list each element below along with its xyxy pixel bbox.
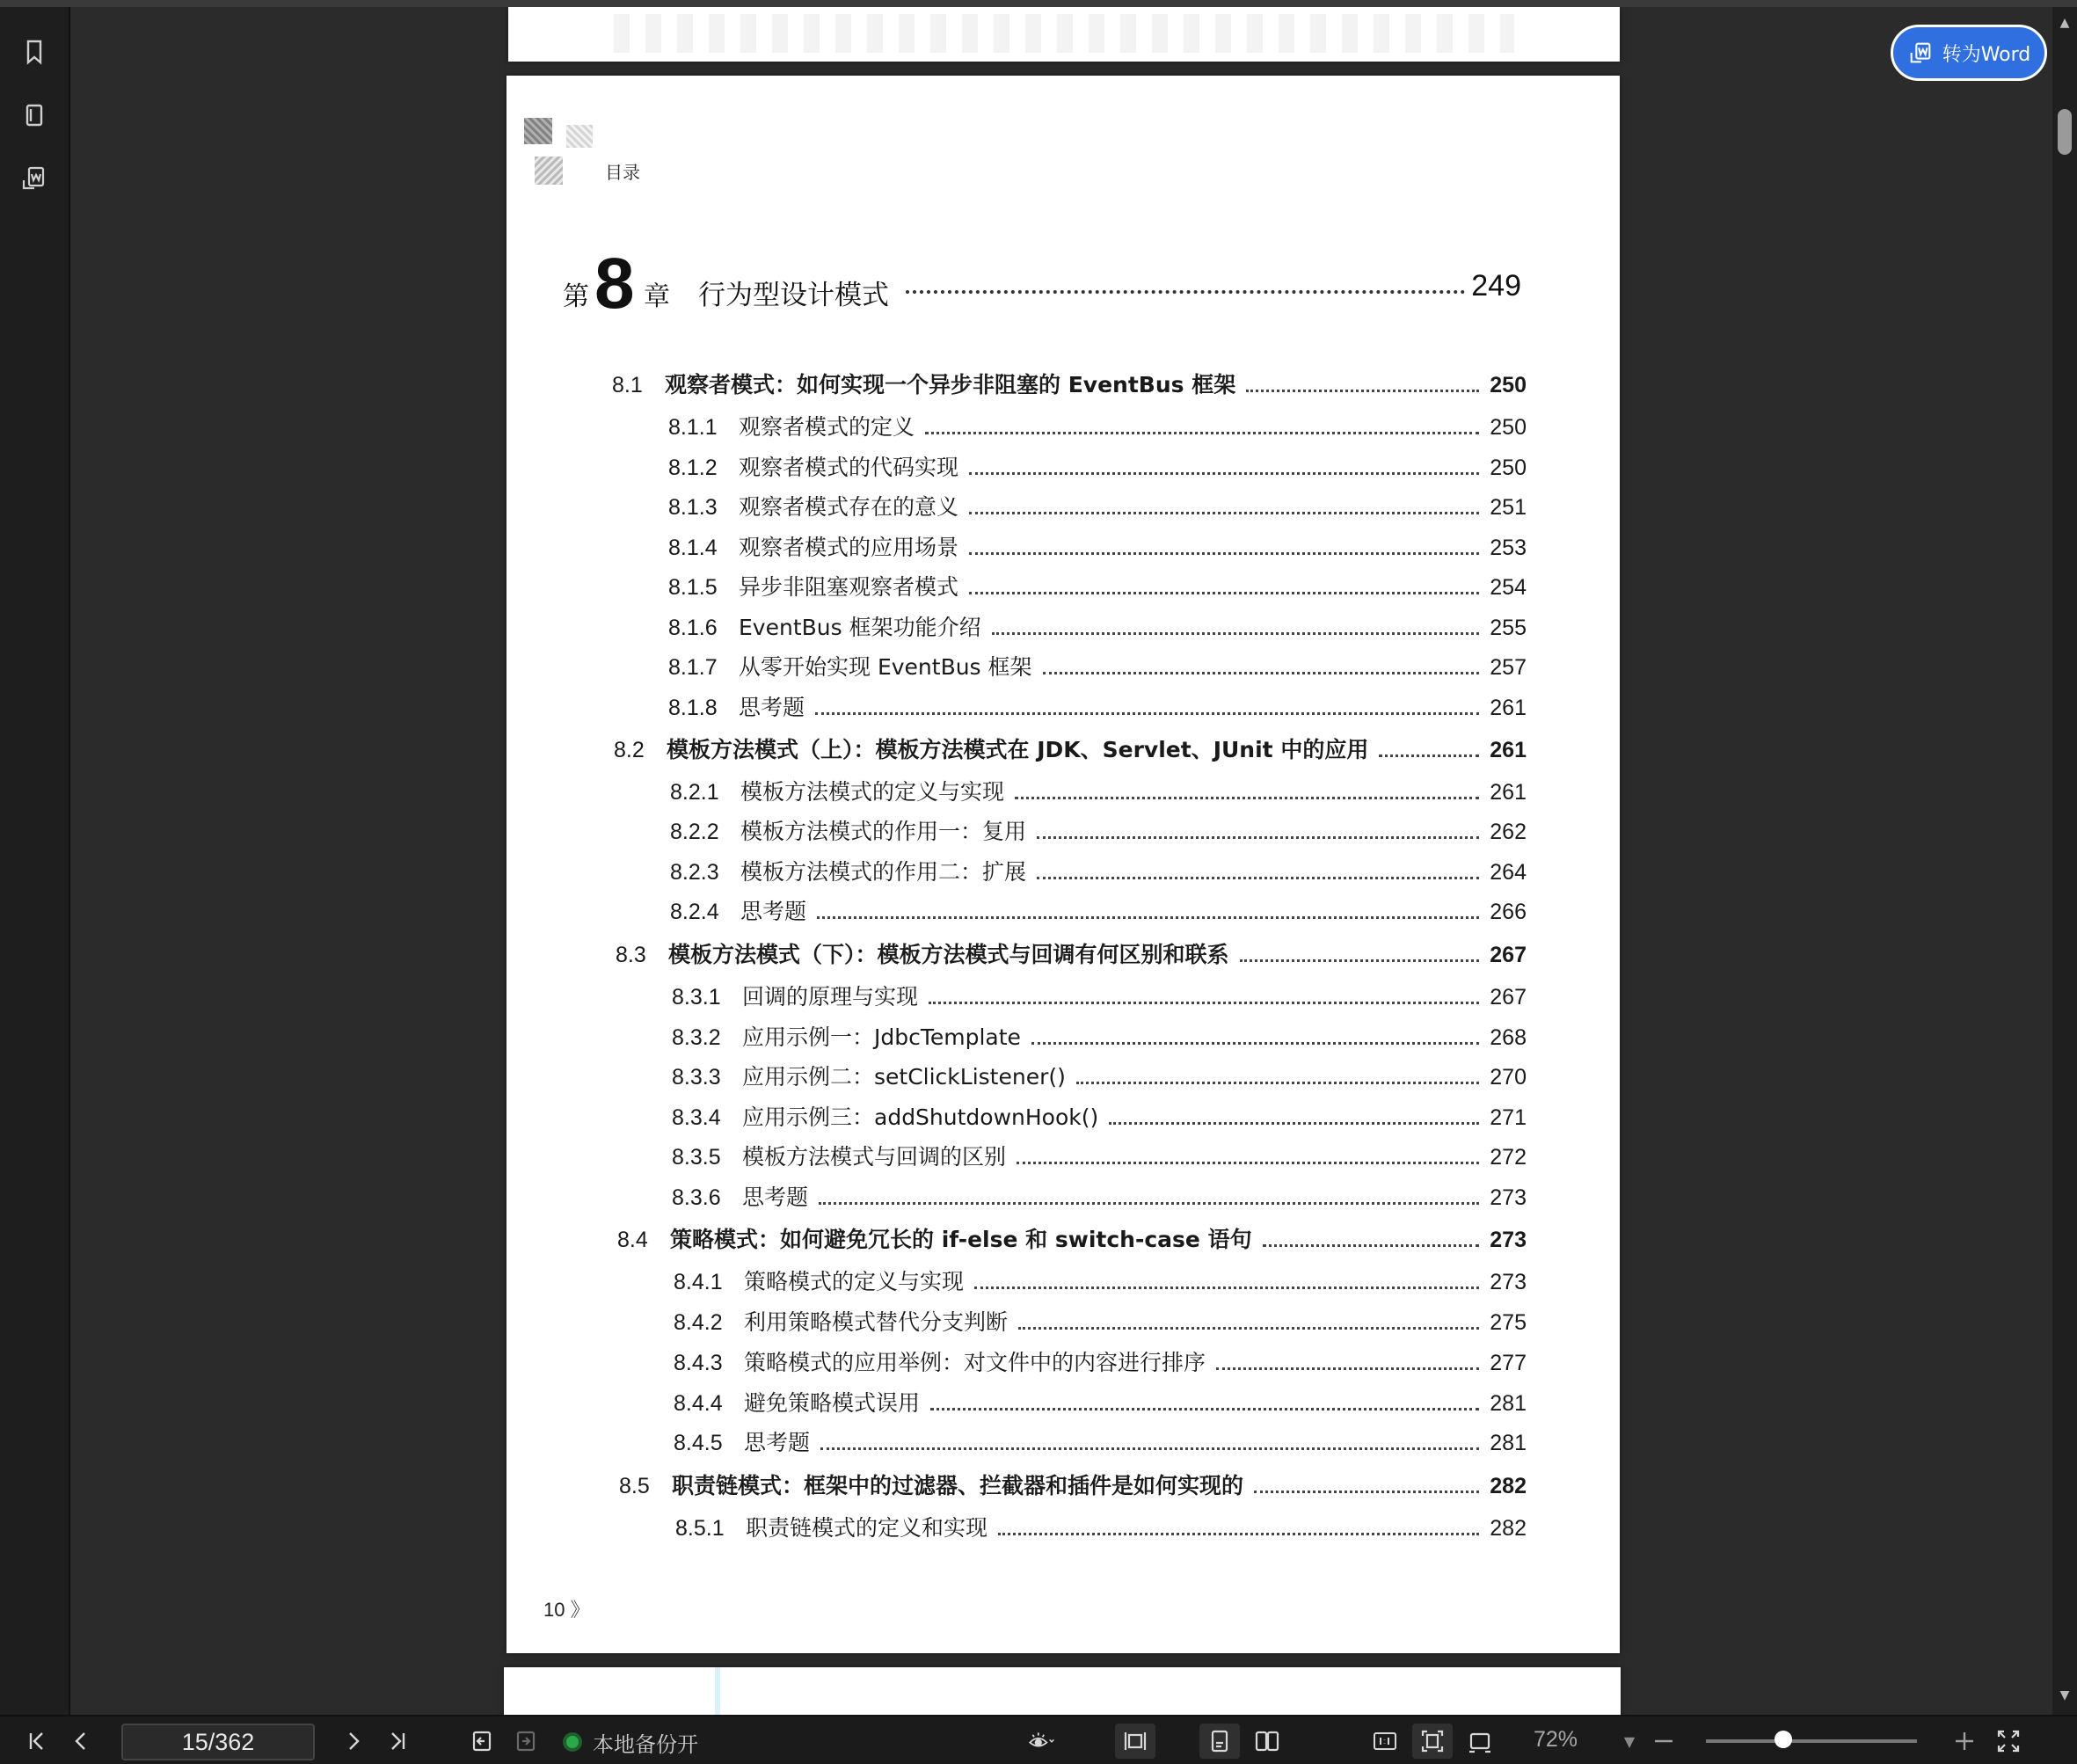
toc-subsection-entry[interactable] (672, 1060, 1527, 1095)
toc-entry-page: 255 (1490, 616, 1527, 640)
toc-entry-title: 从零开始实现 EventBus 框架 (739, 654, 1032, 680)
toc-subsection-entry[interactable] (670, 814, 1527, 849)
toc-entry-title: 应用示例一：JdbcTemplate (742, 1024, 1021, 1050)
toc-subsection-entry[interactable] (672, 1100, 1527, 1135)
toc-entry-number: 8.1.1 (668, 415, 718, 440)
chapter-title: 行为型设计模式 (698, 280, 889, 311)
toc-entry-title: EventBus 框架功能介绍 (739, 615, 981, 640)
dot-leader (930, 1408, 1479, 1410)
forward-icon[interactable] (508, 1724, 543, 1759)
dot-leader (1254, 1491, 1479, 1493)
toc-entry-page: 250 (1490, 456, 1527, 480)
dot-leader (1043, 672, 1480, 674)
toc-entry-title: 职责链模式：框架中的过滤器、拦截器和插件是如何实现的 (672, 1473, 1244, 1498)
dot-leader (819, 1202, 1479, 1205)
toc-subsection-entry[interactable] (668, 690, 1527, 725)
toc-entry-page: 277 (1490, 1351, 1527, 1375)
toc-entry-page: 273 (1490, 1185, 1527, 1210)
zoom-slider-knob[interactable] (1775, 1731, 1792, 1748)
chapter-suffix: 章 (644, 281, 670, 312)
chapter-prefix: 第 (563, 281, 589, 312)
dot-leader (998, 1533, 1479, 1535)
toc-entry-title: 思考题 (744, 1430, 811, 1455)
toc-entry-title: 模板方法模式（上）：模板方法模式在 JDK、Servlet、JUnit 中的应用 (667, 737, 1369, 762)
toc-subsection-entry[interactable] (672, 980, 1527, 1015)
toc-entry-page: 267 (1490, 943, 1527, 967)
toc-entry-number: 8.3.3 (672, 1065, 721, 1090)
toc-entry-title: 避免策略模式误用 (744, 1390, 921, 1416)
dot-leader (1018, 1327, 1479, 1330)
toc-entry-title: 模板方法模式（下）：模板方法模式与回调有何区别和联系 (668, 942, 1229, 967)
toc-section-entry[interactable] (612, 368, 1527, 403)
dot-leader (969, 472, 1479, 475)
dot-leader (992, 632, 1480, 635)
toc-entry-number: 8.5.1 (675, 1516, 725, 1541)
zoom-dropdown-chevron-icon[interactable]: ▼ (1623, 1732, 1636, 1750)
toc-section-entry[interactable] (616, 937, 1527, 973)
toc-entry-title: 职责链模式的定义和实现 (746, 1515, 988, 1541)
dot-leader (1263, 1244, 1480, 1247)
dot-leader (1015, 797, 1479, 799)
zoom-in-icon[interactable] (1947, 1724, 1982, 1759)
backup-label: 本地备份开 (593, 1731, 698, 1757)
toc-section-entry[interactable] (619, 1469, 1527, 1504)
toc-entry-title: 观察者模式的应用场景 (739, 535, 959, 560)
dot-leader (974, 1287, 1479, 1289)
dot-leader (815, 712, 1479, 715)
toc-section-entry[interactable] (617, 1222, 1527, 1257)
toc-entry-page: 266 (1490, 900, 1527, 924)
vertical-scrollbar[interactable] (2052, 7, 2077, 1715)
prev-page-icon[interactable] (63, 1724, 98, 1759)
toc-entry-number: 8.2 (614, 738, 645, 762)
fit-page-icon[interactable] (1412, 1724, 1453, 1759)
top-frame (0, 0, 2077, 7)
fullscreen-icon[interactable] (1991, 1724, 2026, 1759)
scroll-up-arrow-icon[interactable]: ▲ (2059, 16, 2070, 30)
toc-entry-page: 282 (1490, 1474, 1527, 1498)
dot-leader (820, 1447, 1479, 1450)
toc-entry-number: 8.3.4 (672, 1105, 721, 1130)
toc-entry-page: 254 (1490, 575, 1527, 600)
toc-entry-page: 262 (1490, 820, 1527, 844)
current-page (506, 76, 1620, 1653)
dot-leader (969, 552, 1479, 555)
dot-leader (1240, 959, 1480, 962)
toc-entry-page: 250 (1490, 373, 1527, 397)
dot-leader (1076, 1082, 1479, 1084)
toc-entry-number: 8.3.2 (672, 1025, 721, 1050)
dual-page-icon[interactable] (1247, 1724, 1287, 1759)
toc-entry-number: 8.1.6 (668, 616, 718, 640)
back-icon[interactable] (464, 1724, 499, 1759)
toc-entry-title: 观察者模式：如何实现一个异步非阻塞的 EventBus 框架 (665, 372, 1236, 397)
last-page-icon[interactable] (380, 1724, 415, 1759)
toc-entry-number: 8.1.7 (668, 655, 718, 680)
zoom-level[interactable]: 72% (1534, 1727, 1578, 1752)
toc-entry-page: 273 (1490, 1228, 1527, 1252)
toc-entry-page: 261 (1490, 738, 1527, 762)
toc-entry-number: 8.1 (612, 373, 643, 397)
toc-subsection-entry[interactable] (674, 1425, 1527, 1461)
toc-entry-number: 8.3.6 (672, 1185, 721, 1210)
toc-entry-number: 8.3.1 (672, 985, 721, 1010)
document-viewer[interactable] (72, 7, 2051, 1715)
toc-entry-page: 272 (1490, 1145, 1527, 1170)
toc-subsection-entry[interactable] (675, 1511, 1527, 1546)
toc-section-entry[interactable] (614, 733, 1527, 768)
bookmark-icon[interactable] (12, 30, 56, 74)
toc-entry-number: 8.1.4 (668, 536, 718, 560)
toc-entry-page: 250 (1490, 415, 1527, 440)
toc-entry-page: 253 (1490, 536, 1527, 560)
toc-entry-title: 思考题 (739, 695, 805, 720)
rotate-icon[interactable] (1460, 1724, 1500, 1759)
actual-size-icon[interactable] (1365, 1724, 1405, 1759)
toc-entry-page: 271 (1490, 1105, 1527, 1130)
first-page-icon[interactable] (19, 1724, 55, 1759)
toc-entry-title: 模板方法模式的作用二：扩展 (740, 859, 1027, 885)
bottom-toolbar (0, 1715, 2077, 1764)
scan-artifact (535, 157, 563, 185)
backup-status-dot (563, 1732, 582, 1752)
next-page-icon[interactable] (336, 1724, 371, 1759)
dot-leader (906, 290, 1465, 294)
toc-subsection-entry[interactable] (668, 490, 1527, 525)
scan-artifact (566, 125, 593, 148)
convert-to-word-label: 转为Word (1942, 43, 2031, 66)
toc-entry-page: 267 (1490, 985, 1527, 1010)
word-convert-icon (1907, 40, 1934, 66)
toc-subsection-entry[interactable] (674, 1386, 1527, 1421)
toc-entry-title: 应用示例二：setClickListener() (742, 1064, 1066, 1090)
toc-entry-page: 261 (1490, 696, 1527, 720)
toc-subsection-entry[interactable] (670, 775, 1527, 810)
toc-subsection-entry[interactable] (670, 855, 1527, 890)
toc-entry-title: 异步非阻塞观察者模式 (739, 574, 959, 600)
dot-leader (925, 432, 1479, 434)
toc-subsection-entry[interactable] (674, 1265, 1527, 1300)
toc-entry-number: 8.3.5 (672, 1145, 721, 1170)
toc-entry-page: 261 (1490, 780, 1527, 805)
page-number-input[interactable]: 15/362 (121, 1724, 315, 1760)
toc-entry-title: 思考题 (742, 1185, 809, 1210)
toc-subsection-entry[interactable] (670, 894, 1527, 929)
zoom-slider-track[interactable] (1706, 1739, 1917, 1743)
toc-entry-number: 8.4.5 (674, 1431, 723, 1455)
toc-entry-number: 8.4 (617, 1228, 648, 1252)
toc-subsection-entry[interactable] (668, 410, 1527, 445)
toc-entry-page: 273 (1490, 1270, 1527, 1294)
toc-entry-title: 策略模式：如何避免冗长的 if-else 和 switch-case 语句 (670, 1227, 1252, 1252)
toc-entry-page: 257 (1490, 655, 1527, 680)
toc-entry-page: 281 (1490, 1391, 1527, 1416)
toc-subsection-entry[interactable] (668, 450, 1527, 485)
dot-leader (1216, 1367, 1479, 1370)
dot-leader (929, 1002, 1479, 1004)
toc-entry-page: 268 (1490, 1025, 1527, 1050)
toc-entry-title: 策略模式的定义与实现 (744, 1269, 965, 1294)
dot-leader (1017, 1162, 1479, 1164)
toc-entry-title: 策略模式的应用举例：对文件中的内容进行排序 (744, 1350, 1206, 1375)
next-page (504, 1667, 1621, 1715)
toc-entry-title: 模板方法模式与回调的区别 (742, 1144, 1007, 1170)
toc-entry-number: 8.3 (616, 943, 646, 967)
dot-leader (1109, 1122, 1479, 1125)
dot-leader (1379, 754, 1479, 757)
zoom-out-icon[interactable] (1648, 1724, 1680, 1759)
single-page-icon[interactable] (1199, 1724, 1240, 1759)
toc-entry-number: 8.1.2 (668, 456, 718, 480)
toc-entry-page: 270 (1490, 1065, 1527, 1090)
left-sidebar (0, 7, 70, 1715)
scroll-down-arrow-icon[interactable]: ▼ (2059, 1688, 2070, 1702)
toc-entry-title: 观察者模式存在的意义 (739, 494, 959, 520)
dot-leader (1031, 1042, 1479, 1045)
toc-entry-number: 8.4.1 (674, 1270, 723, 1294)
dot-leader (969, 512, 1479, 514)
toc-entry-number: 8.1.8 (668, 696, 718, 720)
toc-subsection-entry[interactable] (668, 610, 1527, 645)
toc-subsection-entry[interactable] (672, 1140, 1527, 1175)
toc-entry-page: 264 (1490, 860, 1527, 885)
toc-subsection-entry[interactable] (672, 1180, 1527, 1215)
toc-entry-title: 思考题 (740, 899, 807, 924)
toc-subsection-entry[interactable] (674, 1345, 1527, 1381)
toc-subsection-entry[interactable] (672, 1020, 1527, 1055)
next-page-scan (715, 1667, 720, 1715)
page-footer: 10 》 (543, 1599, 590, 1621)
toc-entry-title: 模板方法模式的定义与实现 (740, 779, 1005, 805)
toc-entry-number: 8.5 (619, 1474, 650, 1498)
fit-width-icon[interactable] (1115, 1724, 1155, 1759)
previous-page-scan (614, 14, 1514, 53)
toc-entry-number: 8.2.4 (670, 900, 719, 924)
dot-leader (1037, 836, 1479, 839)
dot-leader (1246, 390, 1479, 392)
scan-artifact (524, 118, 552, 144)
previous-page (508, 7, 1620, 62)
toc-entry-number: 8.2.2 (670, 820, 719, 844)
local-backup-toggle[interactable] (563, 1729, 698, 1755)
chapter-number: 8 (594, 244, 635, 324)
toc-entry-page: 281 (1490, 1431, 1527, 1455)
chapter-heading[interactable] (563, 244, 1521, 324)
toc-subsection-entry[interactable] (668, 650, 1527, 685)
toc-entry-title: 回调的原理与实现 (742, 984, 919, 1010)
page-header-label: 目录 (605, 162, 640, 183)
chapter-page-number: 249 (1471, 269, 1521, 303)
toc-entry-title: 利用策略模式替代分支判断 (744, 1309, 1009, 1335)
toc-entry-title: 模板方法模式的作用一：复用 (740, 819, 1027, 844)
toc-entry-number: 8.4.3 (674, 1351, 723, 1375)
toc-entry-number: 8.2.3 (670, 860, 719, 885)
toc-subsection-entry[interactable] (668, 530, 1527, 565)
dot-leader (817, 916, 1479, 919)
dot-leader (1037, 877, 1479, 879)
convert-to-word-button[interactable] (1891, 25, 2047, 81)
toc-subsection-entry[interactable] (674, 1305, 1527, 1340)
convert-doc-icon[interactable] (12, 157, 56, 200)
toc-entry-title: 观察者模式的代码实现 (739, 455, 959, 480)
toc-entry-number: 8.4.2 (674, 1310, 723, 1335)
toc-entry-title: 观察者模式的定义 (739, 414, 915, 440)
eye-care-icon[interactable] (1017, 1724, 1066, 1759)
toc-entry-number: 8.1.3 (668, 495, 718, 520)
toc-entry-number: 8.4.4 (674, 1391, 723, 1416)
scrollbar-thumb[interactable] (2058, 109, 2072, 155)
toc-entry-number: 8.1.5 (668, 575, 718, 600)
toc-entry-page: 282 (1490, 1516, 1527, 1541)
toc-entry-page: 275 (1490, 1310, 1527, 1335)
toc-entry-page: 251 (1490, 495, 1527, 520)
toc-entry-number: 8.2.1 (670, 780, 719, 805)
thumbnails-icon[interactable] (12, 93, 56, 137)
toc-subsection-entry[interactable] (668, 570, 1527, 605)
toc-entry-title: 应用示例三：addShutdownHook() (742, 1104, 1099, 1130)
dot-leader (969, 592, 1479, 594)
